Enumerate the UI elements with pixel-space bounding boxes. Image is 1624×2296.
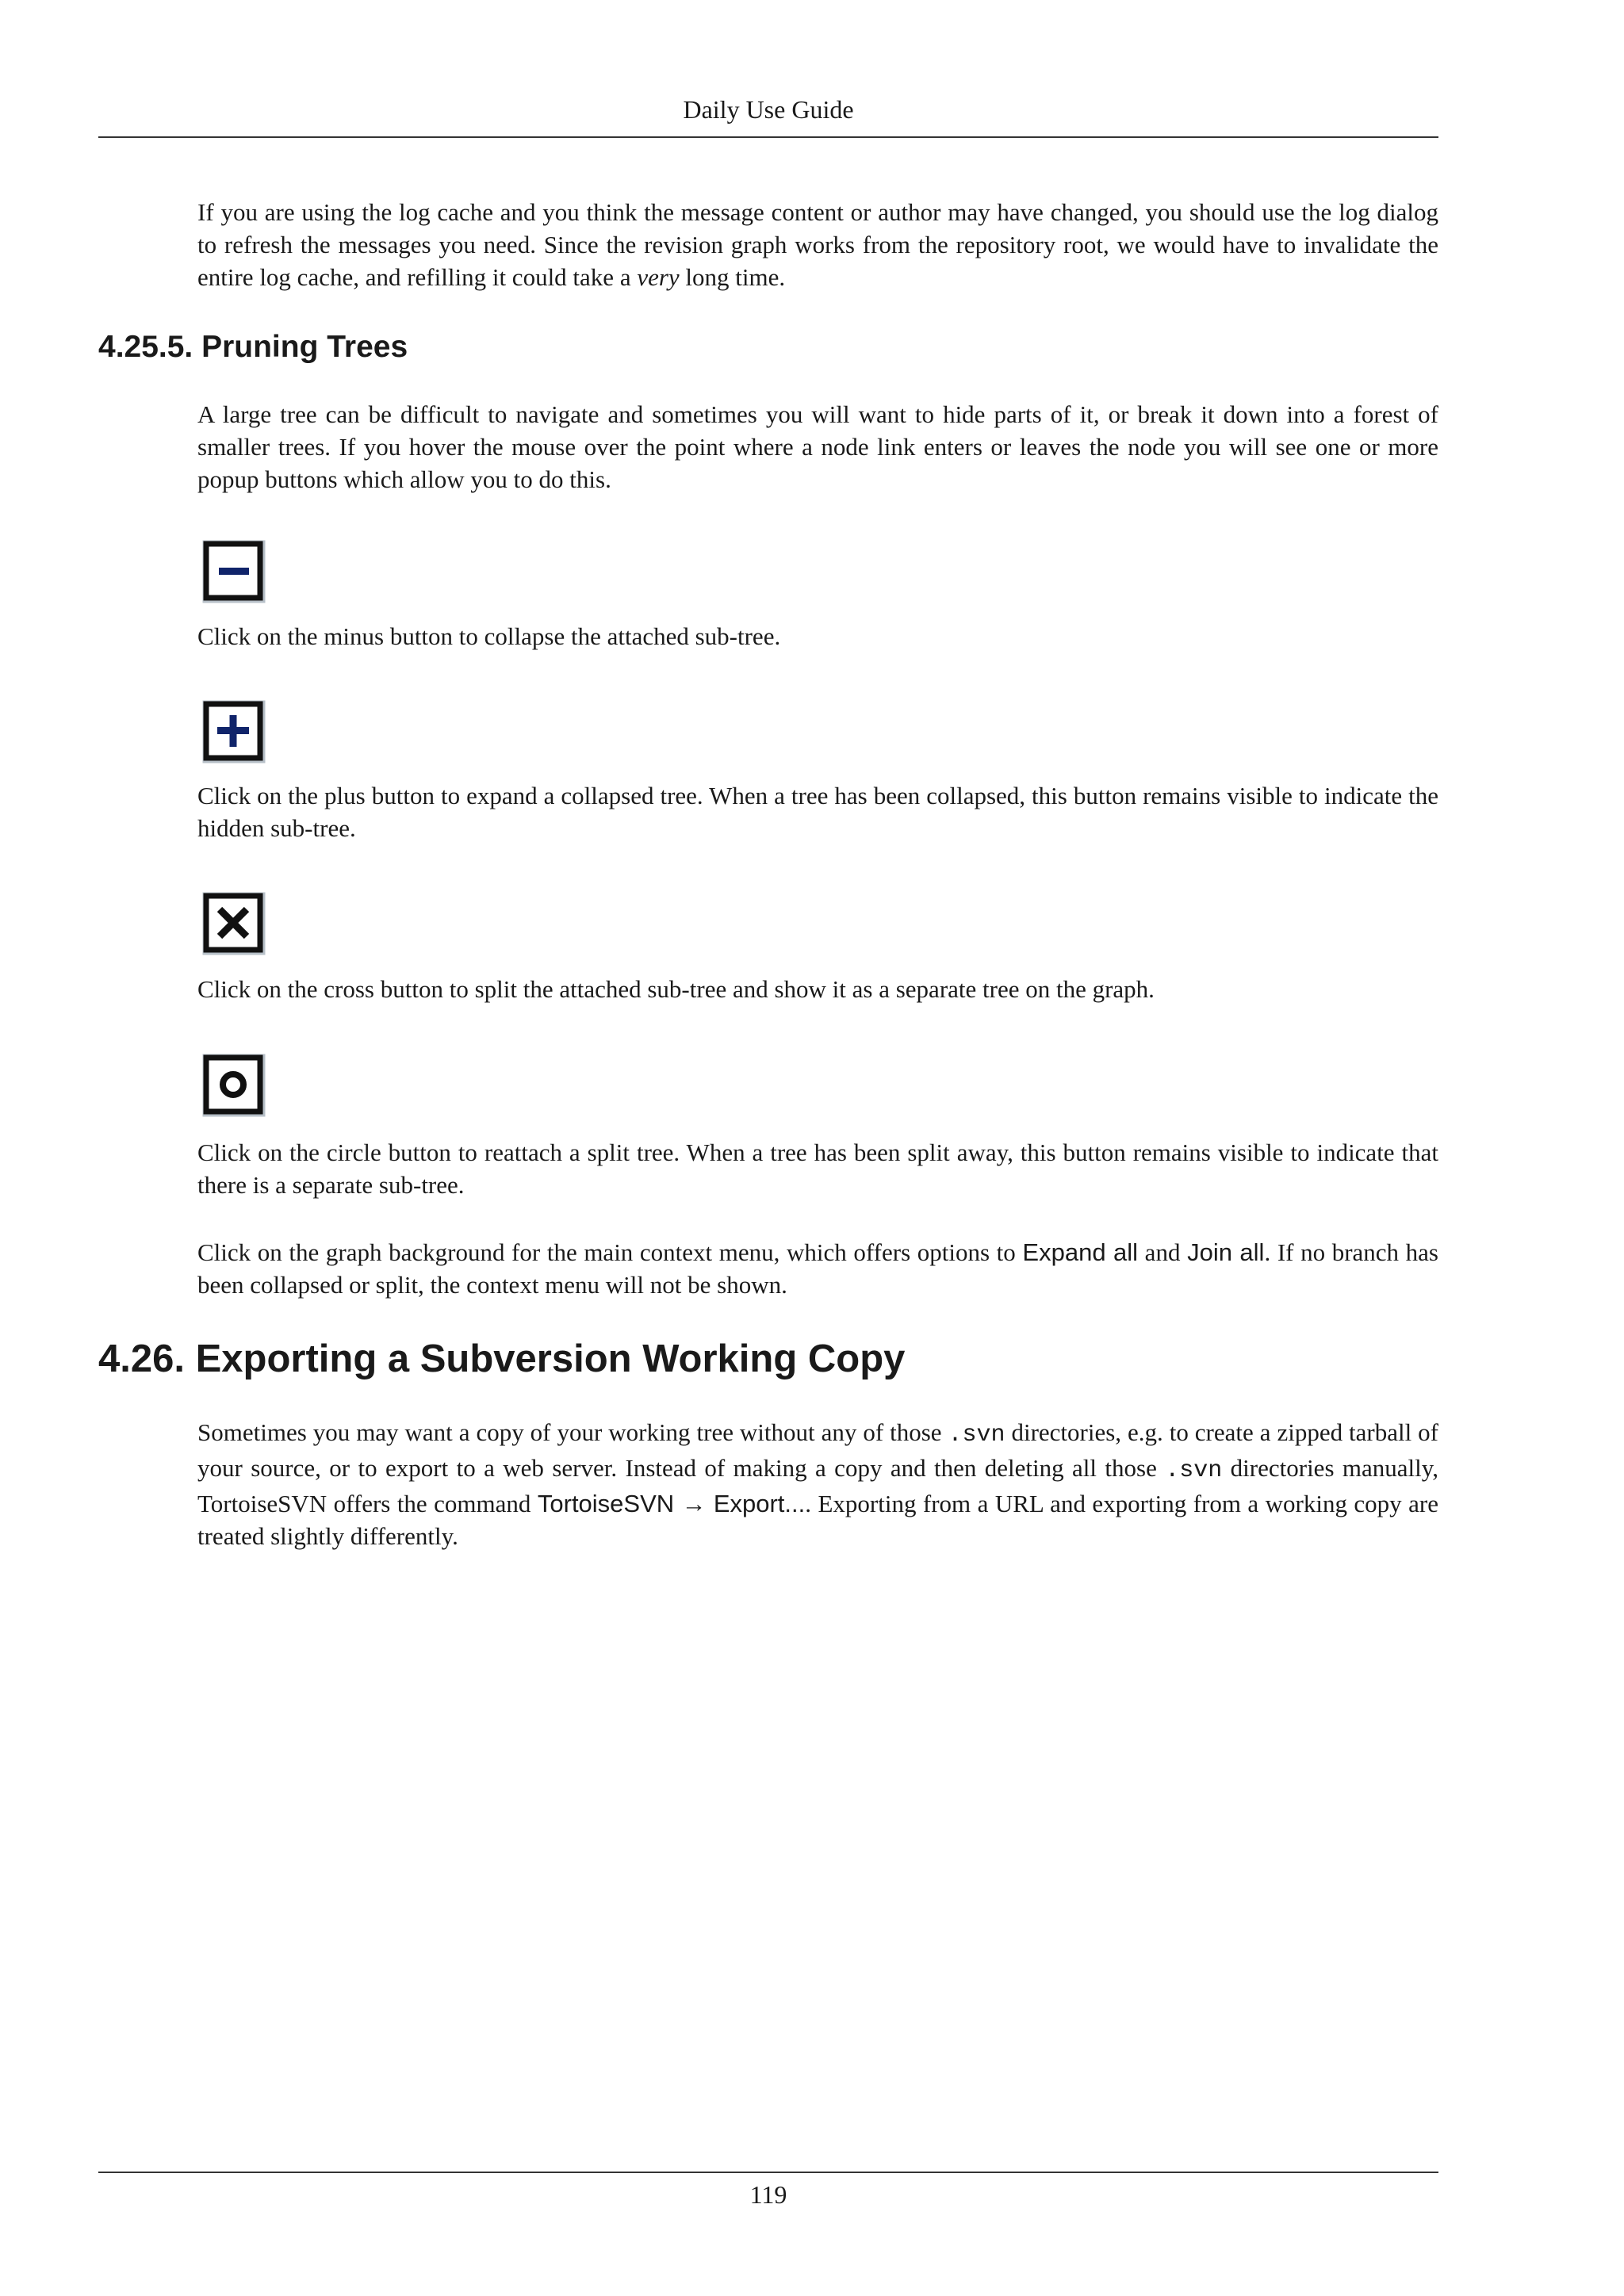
minus-icon [201, 539, 266, 604]
header-rule [98, 136, 1438, 138]
intro-paragraph [197, 196, 1438, 293]
context-text-and: and [1138, 1238, 1188, 1266]
intro-text-b: long time. [679, 263, 786, 291]
plus-icon [201, 699, 266, 764]
cross-icon [201, 891, 266, 956]
export-text-d: . Exporting from a URL and exporting from a working copy are treated slightly differently. [197, 1490, 1438, 1550]
minus-caption: Click on the minus button to collapse the attached sub-tree. [197, 622, 781, 650]
svn-dir-code: .svn [948, 1422, 1005, 1448]
intro-emphasis: very [637, 263, 680, 291]
intro-text-a: If you are using the log cache and you think the message content or author may have changed, you should use the log dialog to refresh the messages you need. Since the revision graph works from the repository root, we would have to invalidate the entire log cache, and refilling it could take a [197, 198, 1438, 291]
cross-caption: Click on the cross button to split the attached sub-tree and show it as a separate tree on the graph. [197, 975, 1155, 1003]
section-heading-pruning-trees: 4.25.5. Pruning Trees [98, 330, 408, 364]
export-command-label: TortoiseSVN → Export... [537, 1490, 806, 1517]
running-header: Daily Use Guide [683, 95, 854, 124]
join-all-menu-label: Join all [1187, 1238, 1265, 1266]
pruning-paragraph: A large tree can be difficult to navigate and sometimes you will want to hide parts of it, or break it down into a forest of smaller trees. If you hover the mouse over the point where a node link enters or leaves the node you will see one or more popup buttons which allow you to do this. [197, 400, 1438, 493]
footer-rule [98, 2172, 1438, 2173]
section-heading-exporting: 4.26. Exporting a Subversion Working Copy [98, 1337, 906, 1380]
page-number: 119 [749, 2180, 787, 2209]
export-text-b: directories, e.g. to create a zipped tarball of your source, or to export to a web server. Instead of making a copy and then deleting all those [197, 1418, 1438, 1482]
svn-dir-code-2: .svn [1165, 1457, 1223, 1484]
context-text-b: . If no branch has been collapsed or split, the context menu will not be shown. [197, 1238, 1438, 1299]
expand-all-menu-label: Expand all [1022, 1238, 1139, 1266]
circle-icon [201, 1053, 266, 1118]
export-text-c: directories manually, TortoiseSVN offers the command [197, 1454, 1439, 1517]
context-text-a: Click on the graph background for the main context menu, which offers options to [197, 1238, 1023, 1266]
export-paragraph [197, 1416, 1438, 1552]
circle-caption: Click on the circle button to reattach a split tree. When a tree has been split away, this button remains visible to indicate that there is a separate sub-tree. [197, 1138, 1438, 1199]
export-text-a: Sometimes you may want a copy of your working tree without any of those [197, 1418, 948, 1446]
context-menu-paragraph [197, 1236, 1438, 1301]
plus-caption: Click on the plus button to expand a collapsed tree. When a tree has been collapsed, this button remains visible to indicate the hidden sub-tree. [197, 782, 1438, 842]
